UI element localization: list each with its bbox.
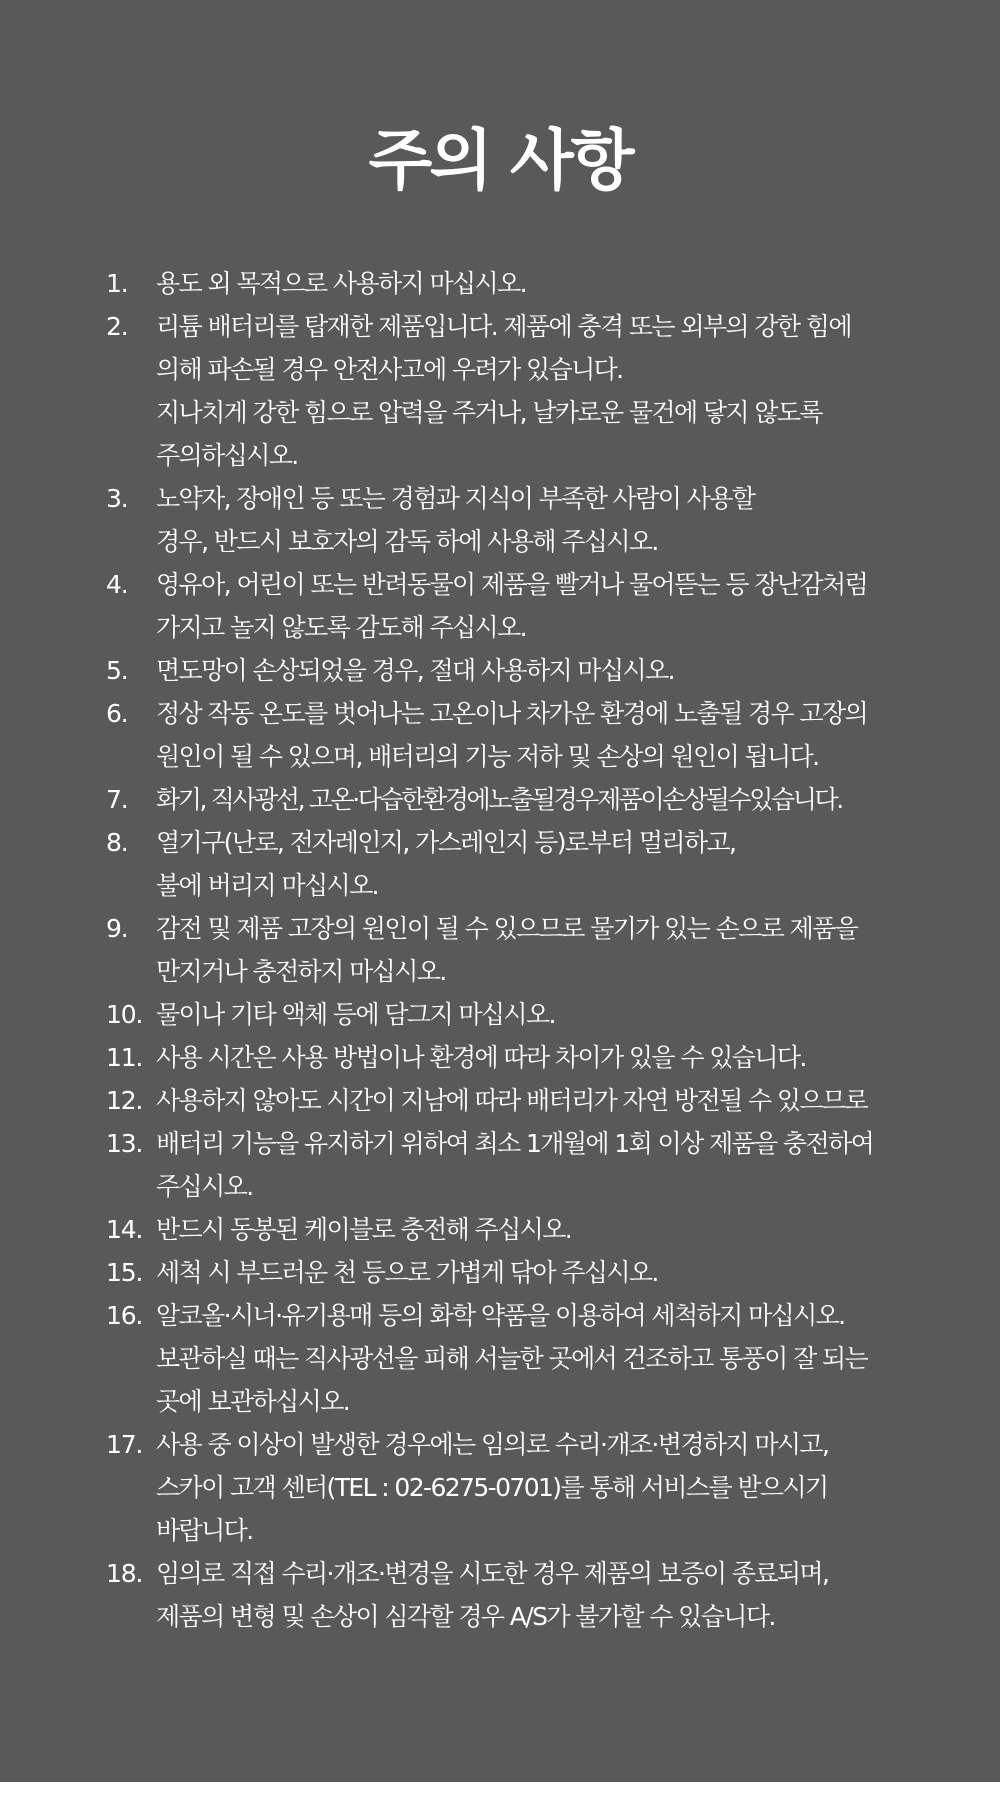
item-line: 가지고 놀지 않도록 감도해 주십시오. bbox=[156, 613, 526, 642]
list-item bbox=[106, 477, 906, 563]
item-number: 17. bbox=[106, 1430, 143, 1459]
list-item bbox=[106, 1036, 906, 1079]
list-item bbox=[106, 1208, 906, 1251]
list-item bbox=[106, 1251, 906, 1294]
item-text bbox=[156, 1036, 906, 1079]
item-number: 1. bbox=[106, 269, 128, 298]
list-item bbox=[106, 993, 906, 1036]
list-item bbox=[106, 907, 906, 993]
item-text bbox=[156, 1208, 906, 1251]
item-number: 14. bbox=[106, 1215, 143, 1244]
list-item bbox=[106, 821, 906, 907]
item-number: 9. bbox=[106, 914, 128, 943]
item-line: 용도 외 목적으로 사용하지 마십시오. bbox=[156, 269, 526, 298]
item-number: 5. bbox=[106, 656, 128, 685]
page-title: 주의 사항 bbox=[368, 122, 632, 199]
item-line: 바랍니다. bbox=[156, 1516, 253, 1545]
list-item bbox=[106, 1079, 906, 1122]
list-item bbox=[106, 692, 906, 778]
item-text bbox=[156, 649, 906, 692]
item-text bbox=[156, 907, 906, 993]
item-number: 7. bbox=[106, 785, 128, 814]
item-number: 8. bbox=[106, 828, 128, 857]
item-text bbox=[156, 305, 906, 477]
item-text bbox=[156, 993, 906, 1036]
item-text bbox=[156, 563, 906, 649]
item-text bbox=[156, 262, 906, 305]
item-text bbox=[156, 1423, 906, 1552]
item-number: 12. bbox=[106, 1086, 143, 1115]
item-text bbox=[156, 1122, 906, 1208]
item-line: 사용하지 않아도 시간이 지남에 따라 배터리가 자연 방전될 수 있으므로 bbox=[156, 1086, 868, 1115]
item-number: 15. bbox=[106, 1258, 143, 1287]
item-line: 면도망이 손상되었을 경우, 절대 사용하지 마십시오. bbox=[156, 656, 674, 685]
item-line: 지나치게 강한 힘으로 압력을 주거나, 날카로운 물건에 닿지 않도록 bbox=[156, 398, 822, 427]
item-text bbox=[156, 1079, 906, 1122]
item-number: 4. bbox=[106, 570, 128, 599]
list-item bbox=[106, 1552, 906, 1638]
list-item bbox=[106, 1423, 906, 1552]
list-item bbox=[106, 305, 906, 477]
item-line: 노약자, 장애인 등 또는 경험과 지식이 부족한 사람이 사용할 bbox=[156, 484, 755, 513]
item-line: 사용 시간은 사용 방법이나 환경에 따라 차이가 있을 수 있습니다. bbox=[156, 1043, 806, 1072]
item-number: 16. bbox=[106, 1301, 143, 1330]
item-line: 영유아, 어린이 또는 반려동물이 제품을 빨거나 물어뜯는 등 장난감처럼 bbox=[156, 570, 868, 599]
item-text bbox=[156, 778, 906, 821]
item-number: 6. bbox=[106, 699, 128, 728]
item-number: 13. bbox=[106, 1129, 143, 1158]
item-text bbox=[156, 477, 906, 563]
item-line: 보관하실 때는 직사광선을 피해 서늘한 곳에서 건조하고 통풍이 잘 되는 bbox=[156, 1344, 868, 1373]
item-number: 3. bbox=[106, 484, 128, 513]
item-number: 10. bbox=[106, 1000, 143, 1029]
item-text bbox=[156, 1552, 906, 1638]
item-line: 곳에 보관하십시오. bbox=[156, 1387, 350, 1416]
item-line: 의해 파손될 경우 안전사고에 우려가 있습니다. bbox=[156, 355, 623, 384]
item-line: 불에 버리지 마십시오. bbox=[156, 871, 378, 900]
item-line: 스카이 고객 센터(TEL : 02-6275-0701)를 통해 서비스를 받으시기 bbox=[156, 1473, 828, 1502]
item-line: 정상 작동 온도를 벗어나는 고온이나 차가운 환경에 노출될 경우 고장의 bbox=[156, 699, 868, 728]
item-text bbox=[156, 692, 906, 778]
list-item bbox=[106, 778, 906, 821]
item-line: 물이나 기타 액체 등에 담그지 마십시오. bbox=[156, 1000, 555, 1029]
item-number: 11. bbox=[106, 1043, 143, 1072]
item-line: 열기구(난로, 전자레인지, 가스레인지 등)로부터 멀리하고, bbox=[156, 828, 736, 857]
item-number: 2. bbox=[106, 312, 128, 341]
item-number: 18. bbox=[106, 1559, 143, 1588]
item-text bbox=[156, 821, 906, 907]
item-line: 화기, 직사광선, 고온·다습한환경에노출될경우제품이손상될수있습니다. bbox=[156, 785, 842, 814]
item-line: 임의로 직접 수리·개조·변경을 시도한 경우 제품의 보증이 종료되며, bbox=[156, 1559, 829, 1588]
item-line: 원인이 될 수 있으며, 배터리의 기능 저하 및 손상의 원인이 됩니다. bbox=[156, 742, 819, 771]
precautions-list bbox=[106, 262, 906, 1638]
item-line: 세척 시 부드러운 천 등으로 가볍게 닦아 주십시오. bbox=[156, 1258, 658, 1287]
list-item bbox=[106, 1294, 906, 1423]
item-text bbox=[156, 1251, 906, 1294]
item-text bbox=[156, 1294, 906, 1423]
list-item bbox=[106, 563, 906, 649]
item-line: 배터리 기능을 유지하기 위하여 최소 1개월에 1회 이상 제품을 충전하여 bbox=[156, 1129, 874, 1158]
item-line: 알코올·시너·유기용매 등의 화학 약품을 이용하여 세척하지 마십시오. bbox=[156, 1301, 845, 1330]
list-item bbox=[106, 649, 906, 692]
item-line: 만지거나 충전하지 마십시오. bbox=[156, 957, 446, 986]
list-item bbox=[106, 262, 906, 305]
item-line: 주십시오. bbox=[156, 1172, 253, 1201]
item-line: 경우, 반드시 보호자의 감독 하에 사용해 주십시오. bbox=[156, 527, 658, 556]
item-line: 사용 중 이상이 발생한 경우에는 임의로 수리·개조·변경하지 마시고, bbox=[156, 1430, 829, 1459]
item-line: 반드시 동봉된 케이블로 충전해 주십시오. bbox=[156, 1215, 572, 1244]
item-line: 감전 및 제품 고장의 원인이 될 수 있으므로 물기가 있는 손으로 제품을 bbox=[156, 914, 858, 943]
item-line: 주의하십시오. bbox=[156, 441, 298, 470]
item-line: 리튬 배터리를 탑재한 제품입니다. 제품에 충격 또는 외부의 강한 힘에 bbox=[156, 312, 851, 341]
list-item bbox=[106, 1122, 906, 1208]
item-line: 제품의 변형 및 손상이 심각할 경우 A/S가 불가할 수 있습니다. bbox=[156, 1602, 775, 1631]
